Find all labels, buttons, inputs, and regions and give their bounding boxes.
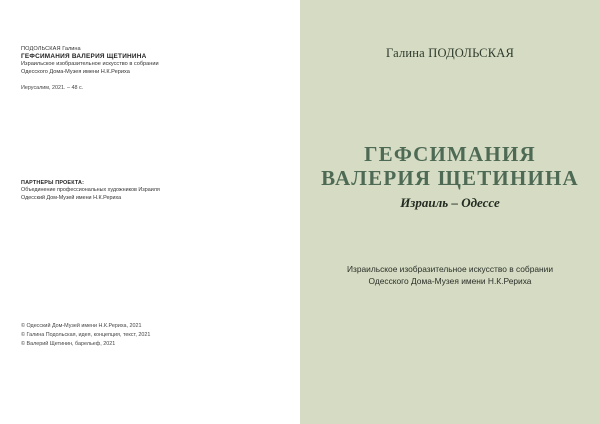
publication-info: Иерусалим, 2021. – 48 с.	[21, 85, 84, 91]
imprint-description-line-2: Одесского Дома-Музея имени Н.К.Рериха	[21, 68, 130, 75]
cover-subtitle: Израиль – Одессе	[400, 195, 500, 210]
imprint-description-line-1: Израильское изобразительное искусство в собрании	[21, 61, 159, 68]
partners-heading: ПАРТНЕРЫ ПРОЕКТА:	[21, 180, 85, 186]
cover-title-line-2: ВАЛЕРИЯ ЩЕТИНИНА	[321, 166, 579, 190]
imprint-author-given: Галина	[62, 46, 81, 52]
partner-item: Одесский Дом-Музей имени Н.К.Рериха	[21, 194, 122, 201]
imprint-title: ГЕФСИМАНИЯ ВАЛЕРИЯ ЩЕТИНИНА	[21, 53, 147, 61]
copyright-line: © Валерий Щетинин, барельеф, 2021	[21, 341, 116, 348]
cover-title	[300, 142, 600, 190]
imprint-author-surname: ПОДОЛЬСКАЯ	[21, 46, 61, 52]
cover-page	[300, 0, 600, 424]
partner-item: Объединение профессиональных художников Израиля	[21, 187, 160, 194]
copyright-block	[21, 322, 150, 350]
imprint-author	[21, 46, 281, 53]
imprint-block	[21, 46, 281, 76]
copyright-line: © Галина Подольская, идея, концепция, текст, 2021	[21, 332, 151, 339]
copyright-line: © Одесский Дом-Музей имени Н.К.Рериха, 2021	[21, 323, 142, 329]
cover-description-line-2: Одесского Дома-Музея имени Н.К.Рериха	[368, 275, 532, 286]
cover-description	[300, 264, 600, 288]
cover-title-line-1: ГЕФСИМАНИЯ	[364, 142, 536, 166]
partners-block	[21, 180, 160, 202]
cover-description-line-1: Израильское изобразительное искусство в собрании	[346, 264, 554, 274]
cover-author: Галина ПОДОЛЬСКАЯ	[385, 46, 514, 60]
